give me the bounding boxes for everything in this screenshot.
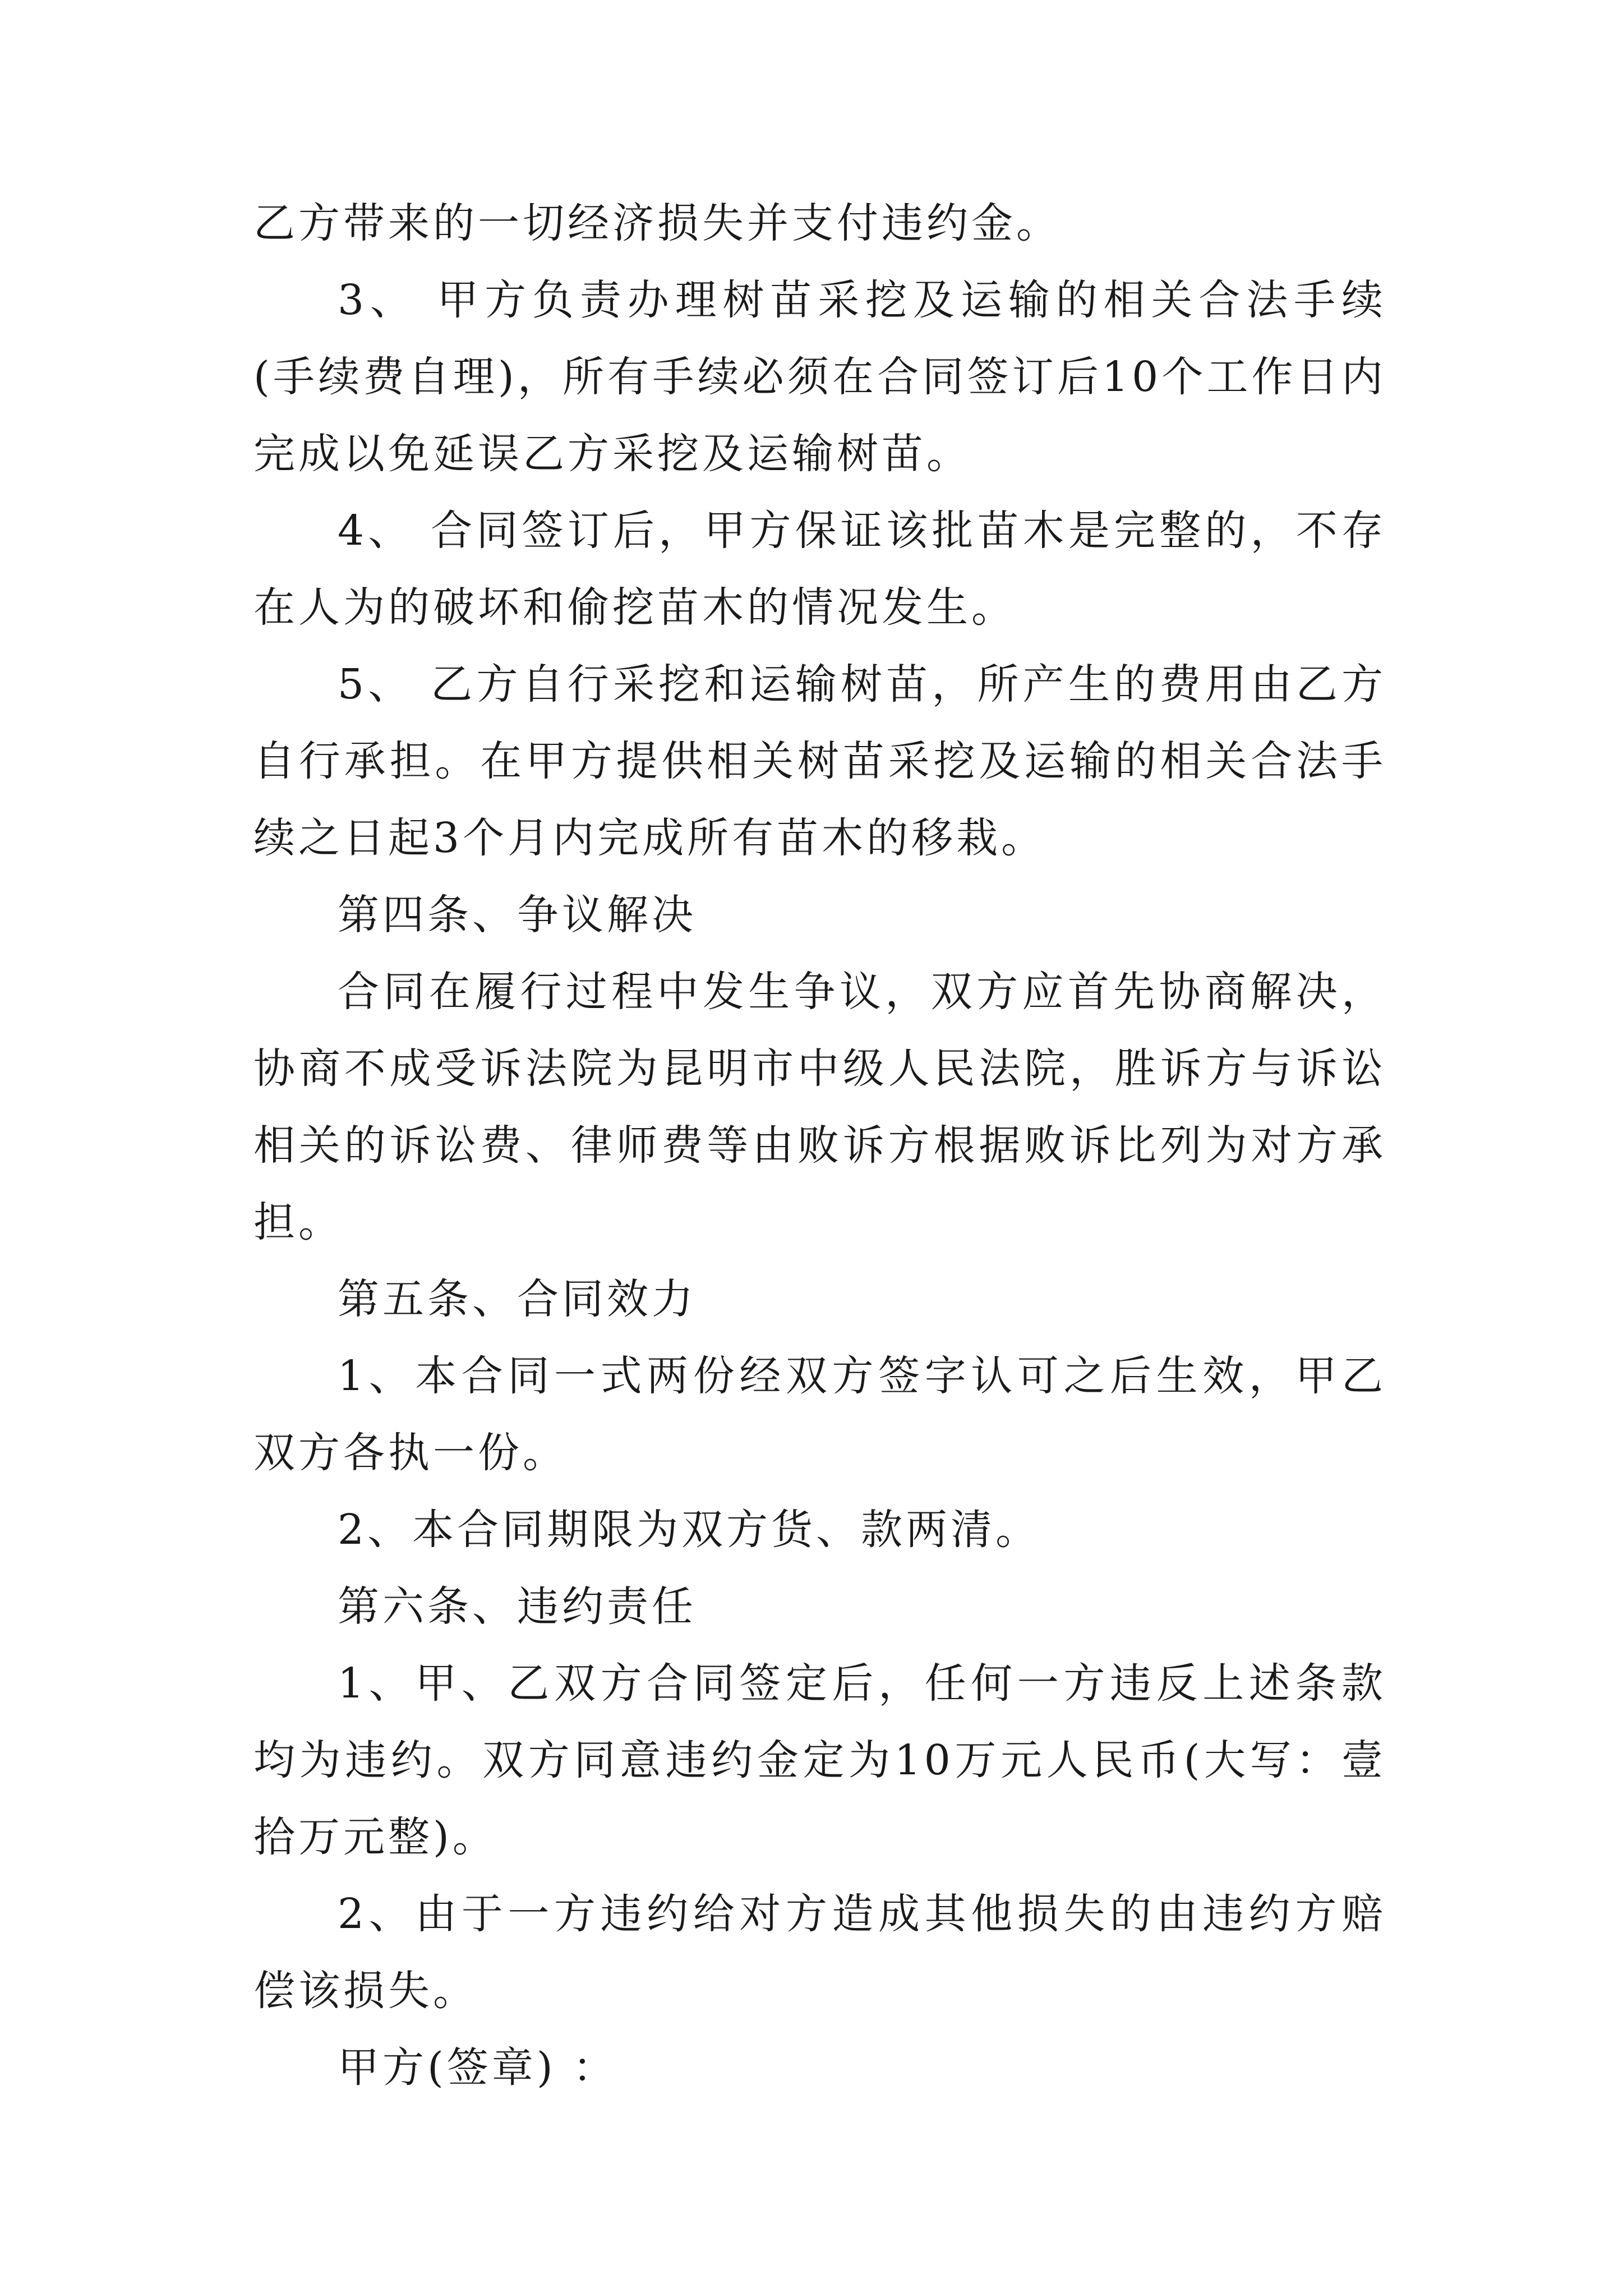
article-4-heading: 第四条、争议解决	[338, 891, 697, 939]
paragraph-item-4: 4、 合同签订后，甲方保证该批苗木是完整的，不存在人为的破坏和偷挖苗木的情况发生。	[253, 507, 1386, 632]
article-5-heading: 第五条、合同效力	[338, 1275, 697, 1323]
paragraph-item-3: 3、 甲方负责办理树苗采挖及运输的相关合法手续(手续费自理)，所有手续必须在合同签订后10个工作日内完成以免延误乙方采挖及运输树苗。	[253, 276, 1386, 478]
contract-body	[253, 185, 1386, 2106]
paragraph-continuation: 乙方带来的一切经济损失并支付违约金。	[253, 199, 1061, 247]
article-5-item-1: 1、本合同一式两份经双方签字认可之后生效，甲乙双方各执一份。	[253, 1352, 1386, 1477]
article-5-item-2: 2、本合同期限为双方货、款两清。	[338, 1506, 1041, 1554]
paragraph-item-5: 5、 乙方自行采挖和运输树苗，所产生的费用由乙方自行承担。在甲方提供相关树苗采挖及运输的相关合法手续之日起3个月内完成所有苗木的移栽。	[253, 660, 1386, 862]
article-6-heading: 第六条、违约责任	[338, 1582, 697, 1631]
party-a-signature-line: 甲方(签章) ：	[338, 2044, 618, 2092]
article-6-item-2: 2、由于一方违约给对方造成其他损失的由违约方赔偿该损失。	[253, 1890, 1386, 2015]
article-4-body: 合同在履行过程中发生争议，双方应首先协商解决，协商不成受诉法院为昆明市中级人民法院，胜诉方与诉讼相关的诉讼费、律师费等由败诉方根据败诉比列为对方承担。	[253, 968, 1386, 1246]
article-6-item-1: 1、甲、乙双方合同签定后，任何一方违反上述条款均为违约。双方同意违约金定为10万元人民币(大写：壹拾万元整)。	[253, 1659, 1386, 1861]
